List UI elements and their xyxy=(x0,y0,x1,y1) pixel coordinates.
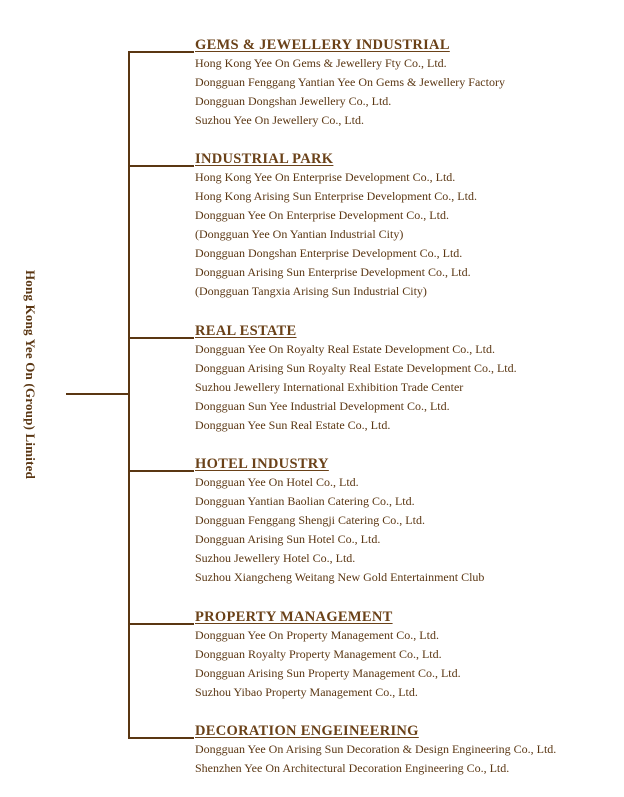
section-decoration-engineering xyxy=(195,722,556,778)
company-item: Dongguan Yantian Baolian Catering Co., Ltd. xyxy=(195,494,415,508)
branch-connector xyxy=(128,165,194,167)
branch-connector xyxy=(128,623,194,625)
section-heading: DECORATION ENGEINEERING xyxy=(195,723,419,739)
section-property-management xyxy=(195,608,461,702)
company-item: Dongguan Yee On Arising Sun Decoration & Design Engineering Co., Ltd. xyxy=(195,742,557,756)
company-item: (Dongguan Yee On Yantian Industrial City) xyxy=(195,227,404,241)
company-item: (Dongguan Tangxia Arising Sun Industrial City) xyxy=(195,284,427,298)
root-company-label: Hong Kong Yee On (Group) Limited xyxy=(23,270,38,479)
section-real-estate xyxy=(195,322,517,435)
company-item: Dongguan Yee On Royalty Real Estate Development Co., Ltd. xyxy=(195,342,495,356)
company-item: Dongguan Fenggang Yantian Yee On Gems & Jewellery Factory xyxy=(195,75,505,89)
company-item: Hong Kong Yee On Enterprise Development Co., Ltd. xyxy=(195,170,456,184)
branch-connector xyxy=(128,51,194,53)
trunk-line xyxy=(128,51,130,739)
company-item: Dongguan Royalty Property Management Co., Ltd. xyxy=(195,647,442,661)
company-item: Dongguan Yee Sun Real Estate Co., Ltd. xyxy=(195,418,391,432)
company-item: Suzhou Xiangcheng Weitang New Gold Entertainment Club xyxy=(195,570,485,584)
branch-connector xyxy=(128,470,194,472)
company-item: Dongguan Yee On Hotel Co., Ltd. xyxy=(195,475,359,489)
company-item: Dongguan Arising Sun Hotel Co., Ltd. xyxy=(195,532,381,546)
branch-connector xyxy=(128,737,194,739)
company-item: Dongguan Fenggang Shengji Catering Co., Ltd. xyxy=(195,513,425,527)
company-item: Dongguan Arising Sun Property Management Co., Ltd. xyxy=(195,666,461,680)
root-connector xyxy=(66,393,129,395)
section-heading: REAL ESTATE xyxy=(195,323,297,339)
section-gems-jewellery xyxy=(195,36,505,130)
company-item: Hong Kong Arising Sun Enterprise Development Co., Ltd. xyxy=(195,189,477,203)
company-item: Dongguan Dongshan Enterprise Development Co., Ltd. xyxy=(195,246,463,260)
company-item: Dongguan Yee On Property Management Co., Ltd. xyxy=(195,628,439,642)
company-item: Dongguan Dongshan Jewellery Co., Ltd. xyxy=(195,94,392,108)
company-item: Dongguan Arising Sun Enterprise Development Co., Ltd. xyxy=(195,265,471,279)
company-item: Suzhou Yibao Property Management Co., Ltd. xyxy=(195,685,418,699)
section-heading: GEMS & JEWELLERY INDUSTRIAL xyxy=(195,37,450,53)
section-industrial-park xyxy=(195,150,477,301)
company-item: Suzhou Jewellery Hotel Co., Ltd. xyxy=(195,551,356,565)
section-hotel-industry xyxy=(195,455,484,587)
section-heading: INDUSTRIAL PARK xyxy=(195,151,334,167)
branch-connector xyxy=(128,337,194,339)
company-item: Dongguan Sun Yee Industrial Development Co., Ltd. xyxy=(195,399,450,413)
section-heading: HOTEL INDUSTRY xyxy=(195,456,329,472)
company-item: Suzhou Yee On Jewellery Co., Ltd. xyxy=(195,113,364,127)
company-item: Suzhou Jewellery International Exhibition Trade Center xyxy=(195,380,464,394)
company-item: Hong Kong Yee On Gems & Jewellery Fty Co., Ltd. xyxy=(195,56,447,70)
company-item: Shenzhen Yee On Architectural Decoration Engineering Co., Ltd. xyxy=(195,761,510,775)
company-item: Dongguan Arising Sun Royalty Real Estate Development Co., Ltd. xyxy=(195,361,517,375)
section-heading: PROPERTY MANAGEMENT xyxy=(195,609,393,625)
company-item: Dongguan Yee On Enterprise Development Co., Ltd. xyxy=(195,208,449,222)
